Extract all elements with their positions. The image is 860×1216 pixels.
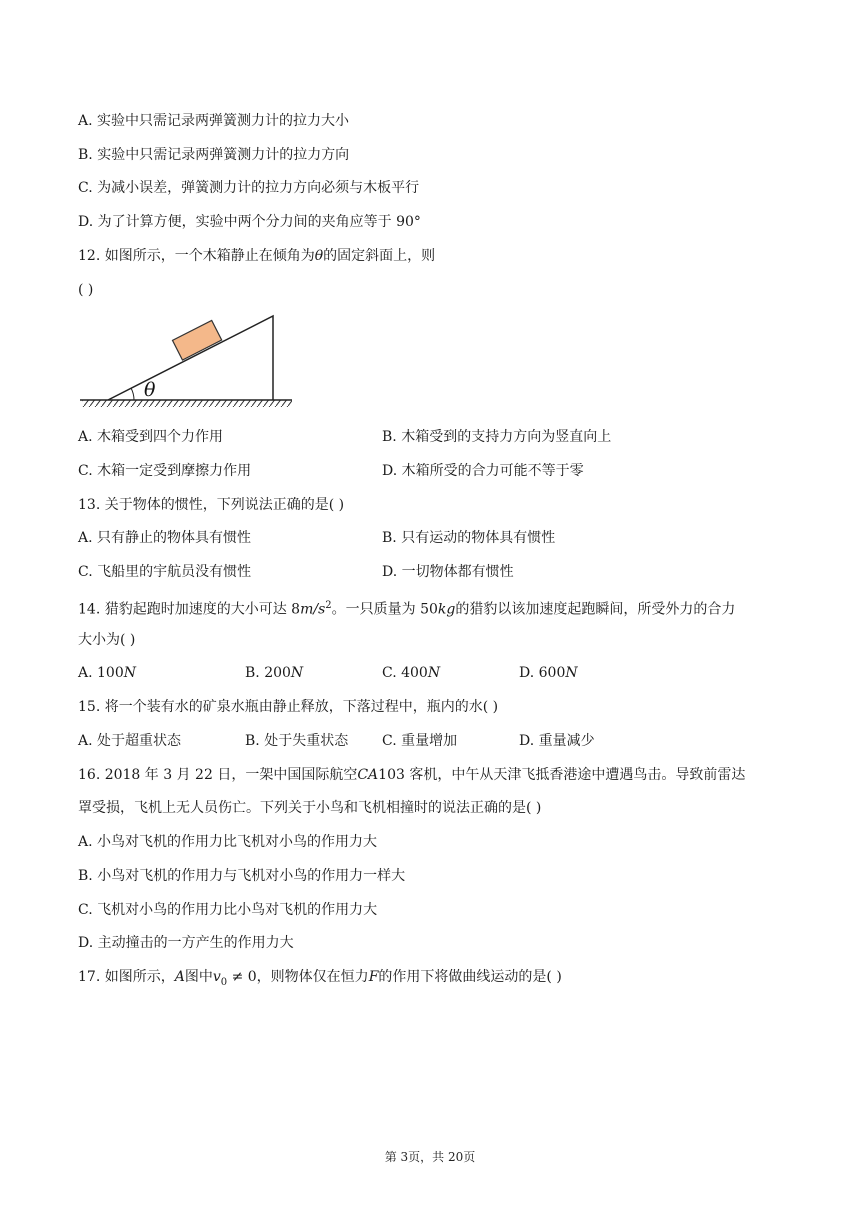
q12-answer-paren: ( ) [78, 282, 94, 298]
q14-option-d: D. 600N [519, 665, 578, 681]
q12-option-b: B. 木箱受到的支持力方向为竖直向上 [382, 429, 612, 445]
q16-option-a: A. 小鸟对飞机的作用力比飞机对小鸟的作用力大 [78, 834, 378, 850]
q16-stem-line1: 16. 2018 年 3 月 22 日，一架中国国际航空CA103 客机，中午从天津飞抵香港途中遭遇鸟击。导致前雷达 [78, 767, 746, 783]
q13-option-c: C. 飞船里的宇航员没有惯性 [78, 564, 252, 580]
q11-option-a: A. 实验中只需记录两弹簧测力计的拉力大小 [78, 113, 350, 129]
q14-stem-line2: 大小为( ) [78, 632, 136, 648]
q11-option-c: C. 为减小误差，弹簧测力计的拉力方向必须与木板平行 [78, 180, 420, 196]
q15-option-d: D. 重量减少 [519, 733, 595, 749]
ground-hatch [82, 400, 292, 407]
q13-option-b: B. 只有运动的物体具有惯性 [382, 530, 556, 546]
q14-stem-line1: 14. 猎豹起跑时加速度的大小可达 $8m/s^2$。一只质量为 50kg的猎豹以该加速度起跑瞬间，所受外力的合力 [78, 600, 736, 618]
incline-triangle [108, 316, 273, 400]
q12-option-a: A. 木箱受到四个力作用 [78, 429, 224, 445]
q13-option-a: A. 只有静止的物体具有惯性 [78, 530, 252, 546]
q13-option-d: D. 一切物体都有惯性 [382, 564, 514, 580]
q17-stem: 17. 如图所示，A图中$v_0 \ne 0$，则物体仅在恒力F的作用下将做曲线运动的是( ) [78, 969, 562, 988]
incline-figure [78, 310, 298, 410]
q15-stem: 15. 将一个装有水的矿泉水瓶由静止释放，下落过程中，瓶内的水( ) [78, 699, 499, 715]
page-footer: 第 3页，共 20页 [384, 1150, 476, 1164]
q12-option-d: D. 木箱所受的合力可能不等于零 [382, 463, 584, 479]
q12-option-c: C. 木箱一定受到摩擦力作用 [78, 463, 252, 479]
q14-option-b: B. 200N [245, 665, 304, 681]
theta-label: θ [144, 379, 156, 401]
q16-option-b: B. 小鸟对飞机的作用力与飞机对小鸟的作用力一样大 [78, 868, 406, 884]
q11-option-d: D. 为了计算方便，实验中两个分力间的夹角应等于 90° [78, 214, 421, 230]
incline-diagram [78, 310, 298, 410]
q16-option-d: D. 主动撞击的一方产生的作用力大 [78, 935, 294, 951]
q12-stem: 12. 如图所示，一个木箱静止在倾角为θ的固定斜面上，则 [78, 248, 436, 264]
q13-stem: 13. 关于物体的惯性，下列说法正确的是( ) [78, 497, 345, 513]
q16-option-c: C. 飞机对小鸟的作用力比小鸟对飞机的作用力大 [78, 902, 378, 918]
q14-option-a: A. 100N [78, 665, 136, 681]
q11-option-b: B. 实验中只需记录两弹簧测力计的拉力方向 [78, 147, 350, 163]
q14-option-c: C. 400N [382, 665, 441, 681]
q15-option-c: C. 重量增加 [382, 733, 458, 749]
q16-stem-line2: 罩受损，飞机上无人员伤亡。下列关于小鸟和飞机相撞时的说法正确的是( ) [78, 800, 542, 816]
angle-arc [131, 388, 134, 400]
q15-option-a: A. 处于超重状态 [78, 733, 182, 749]
q15-option-b: B. 处于失重状态 [245, 733, 349, 749]
